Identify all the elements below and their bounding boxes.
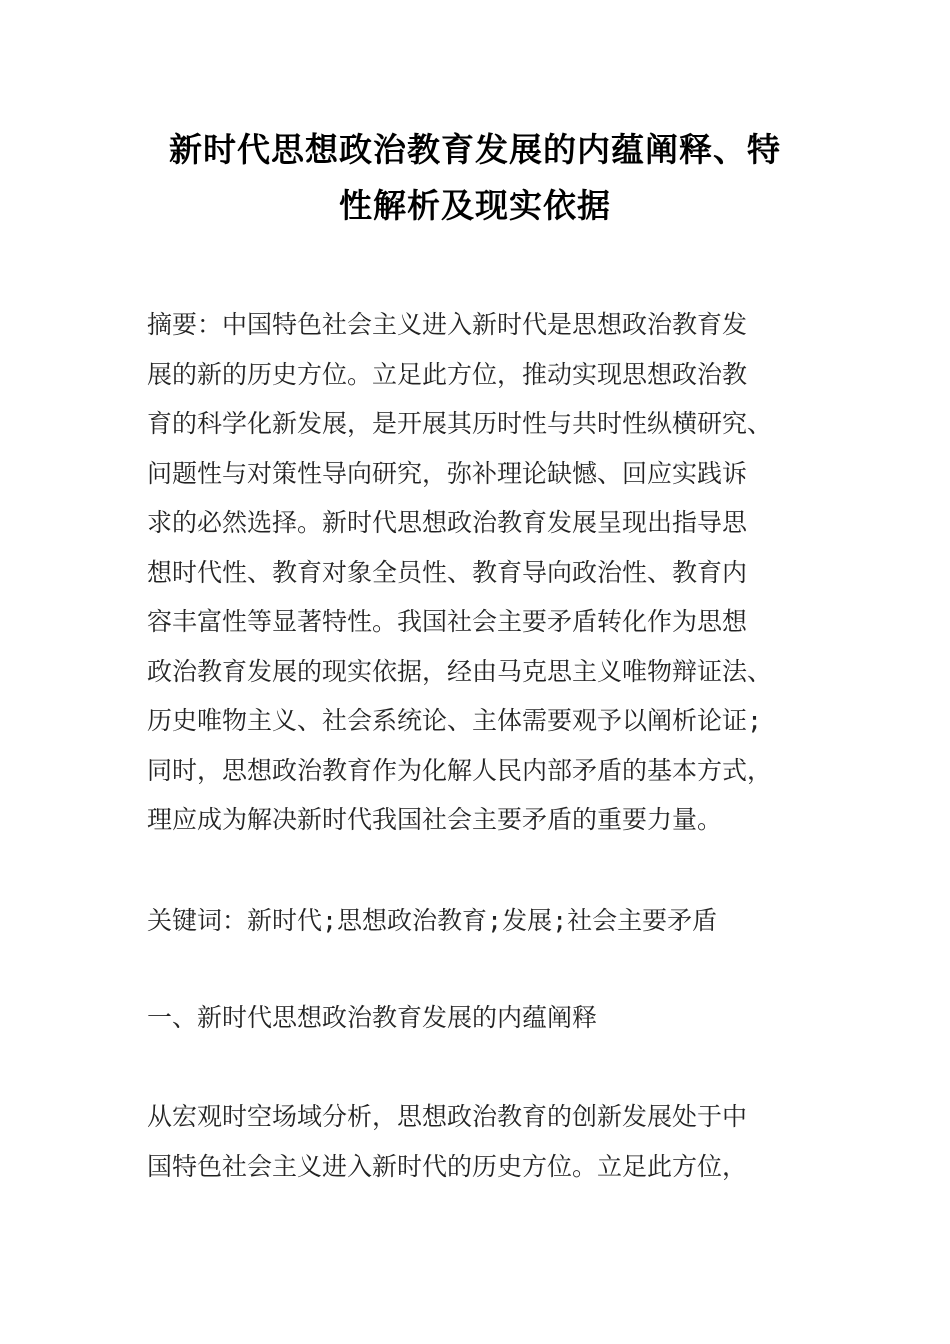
paragraph-line: 从宏观时空场域分析，思想政治教育的创新发展处于中 — [147, 1102, 748, 1131]
abstract-line: 理应成为解决新时代我国社会主要矛盾的重要力量。 — [147, 805, 723, 834]
abstract-line: 育的科学化新发展，是开展其历时性与共时性纵横研究、 — [147, 409, 773, 438]
section-heading-text: 一、新时代思想政治教育发展的内蕴阐释 — [147, 1003, 598, 1032]
abstract-paragraph — [147, 300, 837, 845]
abstract-line: 摘要：中国特色社会主义进入新时代是思想政治教育发 — [147, 310, 748, 339]
abstract-line: 展的新的历史方位。立足此方位，推动实现思想政治教 — [147, 359, 748, 389]
abstract-line: 想时代性、教育对象全员性、教育导向政治性、教育内 — [147, 557, 748, 587]
abstract-line: 问题性与对策性导向研究，弥补理论缺憾、回应实践诉 — [147, 458, 748, 488]
abstract-line: 政治教育发展的现实依据，经由马克思主义唯物辩证法、 — [147, 656, 773, 686]
abstract-line: 求的必然选择。新时代思想政治教育发展呈现出指导思 — [147, 508, 748, 537]
abstract-line: 同时，思想政治教育作为化解人民内部矛盾的基本方式， — [147, 755, 773, 785]
keywords-line — [147, 896, 837, 946]
body-paragraph — [147, 1092, 837, 1191]
section-heading — [147, 993, 837, 1043]
document-title — [110, 122, 840, 234]
abstract-line: 容丰富性等显著特性。我国社会主要矛盾转化作为思想 — [147, 607, 748, 636]
paragraph-line: 国特色社会主义进入新时代的历史方位。立足此方位， — [147, 1151, 748, 1181]
title-line-1: 新时代思想政治教育发展的内蕴阐释、特 — [169, 130, 781, 169]
abstract-line: 历史唯物主义、社会系统论、主体需要观予以阐析论证; — [147, 706, 763, 735]
title-line-2: 性解析及现实依据 — [339, 186, 611, 225]
keywords-text: 关键词：新时代;思想政治教育;发展;社会主要矛盾 — [147, 906, 718, 935]
